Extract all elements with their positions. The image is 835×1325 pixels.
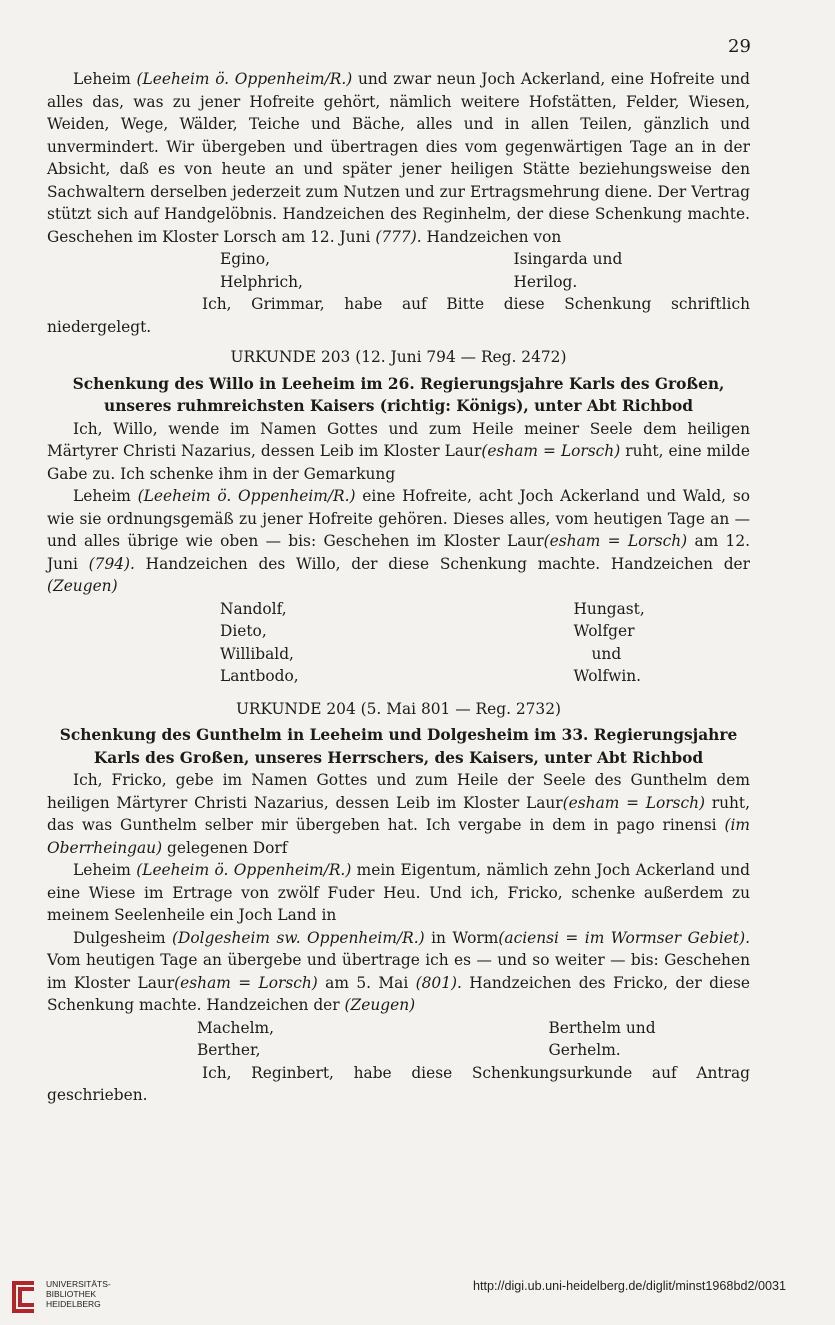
paragraph-leheim-794	[47, 485, 750, 598]
text-run-italic: (esham = Lorsch)	[562, 793, 705, 812]
text-run: Handzeichen des Willo, der diese Schenkung machte. Handzeichen der	[134, 554, 751, 573]
text-run-italic: (Leeheim ö. Oppenheim/R.)	[136, 70, 353, 88]
text-run-italic: (777).	[375, 227, 422, 246]
witness: Wolfwin.	[573, 667, 642, 685]
text-run: Ich, Willo, wende im Namen Gottes und zum Heile meiner Seele dem heiligen Märtyrer Christi Nazarius, dessen Leib im Kloster Laur	[47, 419, 750, 460]
library-name-line: BIBLIOTHEK	[46, 1289, 97, 1299]
paragraph-leheim-801	[47, 859, 750, 927]
charter-heading-203: URKUNDE 203 (12. Juni 794 — Reg. 2472)	[230, 348, 567, 366]
text-run: eine Hofreite, acht Joch Ackerland und Wald, so wie sie ordnungsgemäß zu jener Hofreite gehören. Dieses alles, vom heutigen Tage an — und alles übrige wie oben — bis: Geschehen im Kloster Laur	[47, 487, 750, 550]
text-run-italic: (Zeugen)	[47, 577, 118, 595]
text-run-italic: (801).	[415, 973, 462, 992]
signatories-list	[47, 248, 750, 293]
text-run: Leheim	[73, 487, 138, 505]
text-run-italic: (aciensi = im Wormser Gebiet).	[498, 928, 750, 947]
signatory: Isingarda und	[513, 250, 623, 268]
paragraph-fricko	[47, 769, 750, 859]
library-logo-icon	[8, 1277, 42, 1317]
text-run: Handzeichen von	[421, 227, 562, 246]
witness-list-204	[47, 1017, 750, 1062]
text-run: am 12. Juni	[47, 532, 750, 573]
paragraph-willo	[47, 418, 750, 486]
document-body	[47, 68, 750, 1107]
library-name	[46, 1279, 111, 1309]
witness: und	[591, 644, 622, 663]
text-run: Vom heutigen Tage an übergebe und übertrage ich es — und so weiter — bis: Geschehen im Kloster Laur	[47, 951, 750, 992]
signatory: Egino,	[220, 250, 271, 268]
page-footer	[0, 1265, 835, 1325]
text-run-italic: (im Oberrheingau)	[47, 816, 750, 857]
witness: Berthelm und	[548, 1018, 656, 1037]
text-run-italic: (794).	[88, 554, 135, 573]
source-url-link[interactable]: http://digi.ub.uni-heidelberg.de/diglit/minst1968bd2/0031	[473, 1279, 786, 1293]
witness: Berther,	[197, 1041, 261, 1059]
witness: Lantbodo,	[220, 667, 299, 685]
text-run: Handzeichen des Fricko, der diese Schenkung machte. Handzeichen der	[47, 973, 750, 1014]
text-run: in Worm	[424, 928, 499, 947]
witness: Hungast,	[573, 599, 645, 618]
library-name-line: HEIDELBERG	[46, 1299, 101, 1309]
closing-note-reginbert: Ich, Reginbert, habe diese Schenkungsurkunde auf Antrag geschrieben.	[47, 1063, 750, 1104]
text-run: gelegenen Dorf	[162, 838, 288, 857]
text-run: und zwar neun Joch Ackerland, eine Hofreite und alles das, was zu jener Hofreite gehört, nämlich weitere Hofstätten, Felder, Wiesen, Weiden, Wege, Wälder, Teiche und Bäche, alles und in allen Teilen, gänzlich und unvermindert. Wir übergeben und übertragen dies vom gegenwärtigen Tage an in der Absicht, daß es von heute an und später jener heiligen Stätte beziehungsweise den Sachwaltern derselben jederzeit zum Nutzen und zur Ertragsmehrung diene. Der Vertrag stützt sich auf Handgelöbnis. Handzeichen des Reginhelm, der diese Schenkung machte. Geschehen im Kloster Lorsch am 12. Juni	[47, 70, 751, 246]
text-run: ruht, eine milde Gabe zu. Ich schenke ihm in der Gemarkung	[47, 442, 750, 483]
text-run: am 5. Mai	[317, 973, 416, 992]
library-name-line: UNIVERSITÄTS-	[46, 1279, 111, 1289]
charter-subheading-203: Schenkung des Willo in Leeheim im 26. Regierungsjahre Karls des Großen, unseres ruhmreichsten Kaisers (richtig: Königs), unter Abt Richbod	[72, 374, 725, 415]
charter-heading-204: URKUNDE 204 (5. Mai 801 — Reg. 2732)	[235, 699, 562, 718]
witness: Wolfger	[573, 622, 635, 640]
charter-subheading-204-line2: Karls des Großen, unseres Herrschers, des Kaisers, unter Abt Richbod	[93, 748, 704, 767]
witness: Nandolf,	[220, 599, 287, 618]
text-run: Leheim	[73, 70, 137, 88]
paragraph-dulgesheim	[47, 927, 750, 1017]
charter-subheading-204-line1: Schenkung des Gunthelm in Leeheim und Dolgesheim im 33. Regierungsjahre	[59, 726, 738, 744]
text-run: mein Eigentum, nämlich zehn Joch Ackerland und eine Wiese im Ertrage von zwölf Fuder Heu. Und ich, Fricko, schenke außerdem zu meinem Seelenheile ein Joch Land in	[47, 861, 751, 924]
text-run-italic: (esham = Lorsch)	[543, 532, 688, 550]
text-run-italic: (Leeheim ö. Oppenheim/R.)	[137, 487, 356, 505]
text-run: Ich, Fricko, gebe im Namen Gottes und zum Heile der Seele des Gunthelm dem heiligen Märtyrer Christi Nazarius, dessen Leib im Kloster Laur	[47, 771, 750, 812]
witness: Dieto,	[220, 622, 267, 640]
text-run: ruht, das was Gunthelm selber mir übergeben hat. Ich vergabe in dem in pago rinensi	[47, 793, 750, 834]
text-run-italic: (Zeugen)	[344, 996, 416, 1014]
text-run-italic: (Dolgesheim sw. Oppenheim/R.)	[172, 928, 425, 947]
closing-note-grimmar: Ich, Grimmar, habe auf Bitte diese Schenkung schriftlich niedergelegt.	[47, 295, 750, 336]
page-number: 29	[728, 36, 751, 57]
text-run-italic: (esham = Lorsch)	[481, 442, 621, 460]
paragraph-leheim-777	[47, 68, 750, 248]
witness-list-203	[47, 598, 750, 688]
text-run: Dulgesheim	[73, 928, 173, 947]
signatory: Herilog.	[513, 272, 578, 291]
witness: Machelm,	[197, 1018, 274, 1037]
signatory: Helphrich,	[220, 272, 303, 291]
text-run-italic: (Leeheim ö. Oppenheim/R.)	[136, 861, 352, 879]
witness: Gerhelm.	[548, 1041, 621, 1059]
text-run: Leheim	[73, 861, 137, 879]
witness: Willibald,	[220, 644, 294, 663]
text-run-italic: (esham = Lorsch)	[174, 973, 318, 992]
